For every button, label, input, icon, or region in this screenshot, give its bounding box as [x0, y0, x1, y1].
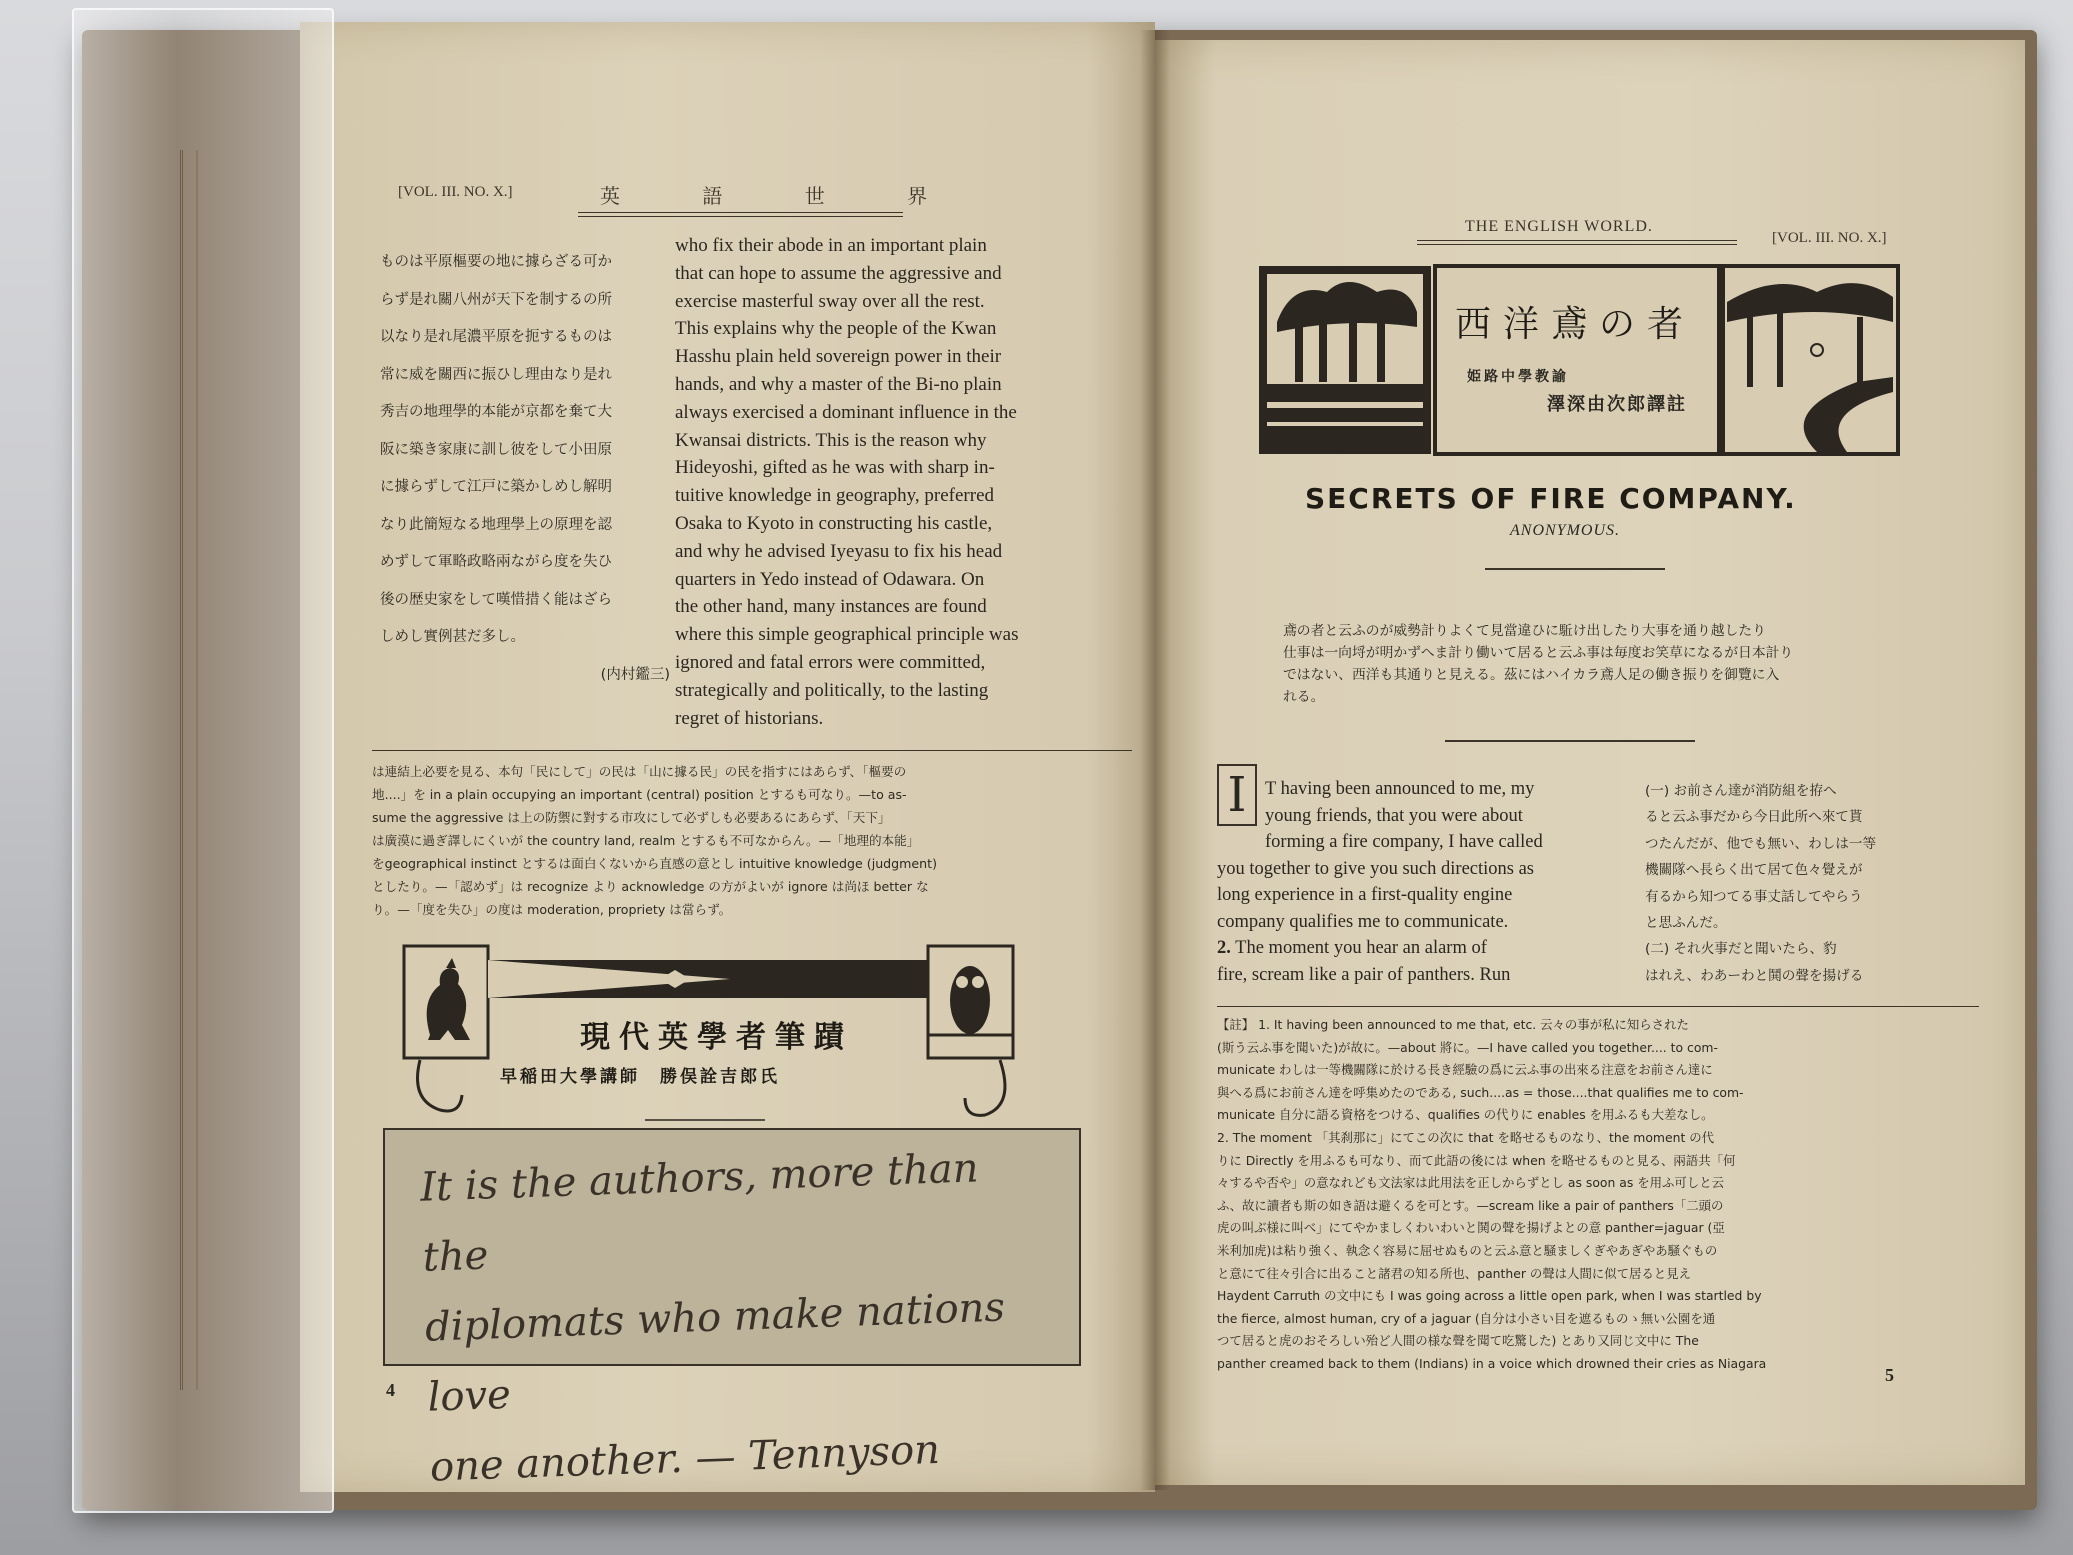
jp-body-line: 有るから知つてる事丈話してやらう: [1645, 888, 1863, 905]
note-line: panther creamed back to them (Indians) in a voice which drowned their cries as Niagara: [1217, 1355, 1767, 1371]
note-line: としたり。—「認めず」は recognize より acknowledge の方がよいが ignore は尚ほ better な: [372, 879, 929, 894]
jp-body-line: (二) それ火事だと聞いたら、豹: [1645, 941, 1837, 958]
left-notes: [372, 760, 1137, 921]
jp-line: めずして軍略政略兩ながら度を失ひ: [380, 554, 612, 570]
en-line: tuitive knowledge in geography, preferred: [675, 485, 995, 507]
en-line: the other hand, many instances are found: [675, 596, 987, 618]
left-notes-rule: [372, 750, 1132, 751]
note-line: をgeographical instinct とするは面白くないから直感の意とし intuitive knowledge (judgment): [372, 856, 938, 871]
jp-line: 常に威を關西に振ひし理由なり是れ: [380, 366, 612, 383]
right-notes: [1217, 1014, 1982, 1376]
handwritten-quote: [379, 1118, 1086, 1516]
left-en-column: [675, 232, 1130, 732]
note-line: municate わしは一等機關隊に於ける長き經驗の爲に云ふ事の出來る注意をお前さん達に: [1217, 1062, 1713, 1078]
note-line: Haydent Carruth の文中にも I was going across a little open park, when I was startled by: [1217, 1288, 1762, 1304]
note-line: 虎の叫ぶ様に叫べ」にてやかましくわいわいと鬨の聲を揚げよとの意 panther=jaguar (亞: [1217, 1220, 1725, 1236]
jp-body-line: つたんだが、他でも無い、わしは一等: [1645, 835, 1877, 852]
right-header-rule: [1417, 240, 1737, 245]
intro-line: 仕事は一向埒が明かずへま計り働いて居ると云ふ事は毎度お笑草になるが日本計り: [1283, 645, 1794, 661]
en-line: and why he advised Iyeyasu to fix his head: [675, 540, 1003, 562]
en-line: Hideyoshi, gifted as he was with sharp in-: [675, 457, 995, 479]
en-line: Osaka to Kyoto in constructing his castle,: [675, 512, 993, 534]
jp-line: に據らずして江戸に築かしめし解明: [380, 479, 612, 495]
en-line: exercise masterful sway over all the rest.: [675, 290, 985, 312]
en-line: regret of historians.: [675, 707, 824, 729]
en-line: quarters in Yedo instead of Odawara. On: [675, 568, 985, 590]
left-running-title: 英 語 世 界: [600, 184, 966, 208]
en-line: who fix their abode in an important plain: [675, 235, 987, 256]
right-running-title: THE ENGLISH WORLD.: [1465, 218, 1653, 235]
note-line: the fierce, almost human, cry of a jaguar (自分は小さい目を遮るものゝ無い公園を通: [1217, 1310, 1716, 1326]
en-line: always exercised a dominant influence in the: [675, 401, 1017, 423]
story-byline: ANONYMOUS.: [1510, 522, 1621, 539]
story-intro: [1283, 620, 1923, 708]
en-line: hands, and why a master of the Bi-no plain: [675, 373, 1002, 395]
left-jp-column: [380, 244, 690, 694]
body-line: T having been announced to me, my: [1265, 779, 1535, 799]
body-line: The moment you hear an alarm of: [1235, 938, 1487, 958]
jp-body-line: と思ふんだ。: [1645, 915, 1727, 932]
title-divider: [1485, 568, 1665, 570]
en-line: ignored and fatal errors were committed,: [675, 651, 986, 673]
note-line: 々するや否や」の意なれども文法家は此用法を正しからずとし as soon as を用ふ可しと云: [1217, 1175, 1724, 1191]
intro-line: 鳶の者と云ふのが威勢計りよくて見當違ひに駈け出したり大事を通り越したり: [1283, 623, 1766, 639]
translator-role: 姫路中學教諭: [1467, 369, 1569, 385]
body-line: young friends, that you were about: [1265, 805, 1523, 826]
right-page: [1155, 40, 2025, 1485]
jp-line: ものは平原樞要の地に據らざる可か: [380, 254, 612, 270]
translator-name: 澤深由次郎譯註: [1547, 394, 1687, 415]
jp-line: しめし實例甚だ多し。: [380, 629, 525, 645]
jp-line: らず是れ關八州が天下を制するの所: [380, 291, 612, 308]
jp-body-line: 機關隊へ長らく出て居て色々覺えが: [1645, 862, 1863, 879]
left-header-rule: [578, 212, 903, 217]
note-line: と意にて往々引合に出ること諸君の知る所也、panther の聲は人間に似て居ると見え: [1217, 1265, 1691, 1281]
story-title: SECRETS OF FIRE COMPANY.: [1305, 482, 1797, 515]
body-line: forming a fire company, I have called: [1265, 832, 1543, 852]
note-line: は廣漠に過ぎ譯しにくいが the country land, realm とするも不可なからん。—「地理的本能」: [372, 833, 920, 848]
jp-body-line: はれえ、わあーわと鬨の聲を揚げる: [1645, 967, 1864, 984]
note-line: sume the aggressive は上の防禦に對する市攻にして必ずしも必要あるにあらず、「天下」: [372, 810, 891, 825]
body-line: you together to give you such directions as: [1217, 858, 1535, 879]
body-line: long experience in a first-quality engine: [1217, 885, 1513, 905]
note-line: 地....」を in a plain occupying an important (central) position とするも可なり。—to as-: [372, 787, 907, 802]
note-line: は連結上必要を見る、本句「民にして」の民は「山に據る民」の民を指すにはあらず、「樞要の: [372, 764, 907, 779]
body-line: company qualifies me to communicate.: [1217, 911, 1509, 932]
story-en-body: [1217, 776, 1629, 988]
body-line: fire, scream like a pair of panthers. Run: [1217, 964, 1511, 985]
en-line: Kwansai districts. This is the reason why: [675, 429, 987, 451]
note-line: ふ、故に讀者も斯の如き語は避くるを可とす。—scream like a pair of panthers「二頭の: [1217, 1197, 1724, 1213]
en-line: Hasshu plain held sovereign power in their: [675, 346, 1002, 368]
en-line: where this simple geographical principle was: [675, 624, 1019, 646]
handwriting-sample: [383, 1128, 1081, 1491]
jp-body-line: (一) お前さん達が消防組を拵へ: [1645, 783, 1837, 799]
jp-body-line: ると云ふ事だから今日此所へ來て貰: [1645, 809, 1863, 826]
note-line: municate 自分に語る資格をつける、qualifies の代りに enables を用ふるも大差なし。: [1217, 1107, 1714, 1123]
story-jp-title: 西洋鳶の者: [1455, 304, 1696, 345]
page-edge-border: [180, 150, 198, 1390]
en-line: This explains why the people of the Kwan: [675, 318, 997, 340]
note-line: (斯う云ふ事を聞いた)が故に。—about 將に。—I have called you together.... to com-: [1217, 1039, 1718, 1055]
intro-line: ではない、西洋も其通りと見える。茲にはハイカラ鳶人足の働き振りを御覽に入: [1283, 667, 1780, 683]
left-volume-label: [VOL. III. NO. X.]: [398, 184, 513, 200]
story-title-banner: [1257, 262, 1902, 462]
note-line: 與へる爲にお前さん達を呼集めたのである, such....as = those....that qualifies me to com-: [1217, 1084, 1744, 1100]
note-line: りに Directly を用ふるも可なり、而て此語の後には when を略せるものと見る、兩語共「何: [1217, 1152, 1736, 1168]
note-line: 2. The moment 「其刹那に」にてこの次に that を略せるものなり、the moment の代: [1217, 1129, 1715, 1145]
notes-rule: [1217, 1006, 1979, 1007]
para-number: 2.: [1217, 938, 1231, 958]
left-page-number: 4: [386, 1380, 395, 1400]
handwriting-line: It is the authors, more than the: [419, 1145, 980, 1281]
jp-line: 秀吉の地理學的本能が京都を棄て大: [380, 404, 612, 420]
story-jp-body: [1645, 778, 1975, 989]
banner-title: 現代英學者筆蹟: [580, 1020, 853, 1055]
en-line: strategically and politically, to the lasting: [675, 679, 989, 701]
banner-landscape-illustration: [1257, 262, 1902, 462]
jp-signature: (内村鑑三): [600, 666, 670, 683]
intro-divider: [1445, 740, 1695, 742]
note-line: 米利加虎)は粘り強く、執念く容易に屈せぬものと云ふ意と騒ましくぎやあぎやあ騒ぐもの: [1217, 1242, 1718, 1258]
jp-line: 阪に築き家康に訓し彼をして小田原: [380, 441, 612, 458]
right-page-number: 5: [1885, 1365, 1894, 1385]
banner-subtitle: 早稲田大學講師 勝俣詮吉郎氏: [500, 1067, 780, 1087]
handwriting-line: diplomats who make nations love: [424, 1284, 1006, 1421]
book-gutter: [1140, 30, 1170, 1490]
glass-page-weight: [72, 8, 334, 1513]
en-line: that can hope to assume the aggressive and: [675, 262, 1002, 284]
note-line: つて居ると虎のおそろしい殆ど人間の様な聲を聞て吃驚した) とあり又同じ文中に The: [1217, 1333, 1699, 1349]
note-line: り。—「度を失ひ」の度は moderation, propriety は當らず。: [372, 902, 732, 917]
jp-line: なり此簡短なる地理學上の原理を認: [380, 516, 612, 533]
drop-cap: I: [1217, 764, 1257, 826]
intro-line: れる。: [1283, 689, 1325, 705]
right-volume-label: [VOL. III. NO. X.]: [1772, 230, 1887, 246]
handwriting-line: one another. — Tennyson: [429, 1426, 941, 1491]
jp-line: 以なり是れ尾濃平原を扼するものは: [380, 329, 612, 345]
note-line: 【註】 1. It having been announced to me that, etc. 云々の事が私に知らされた: [1217, 1017, 1689, 1032]
jp-line: 後の歴史家をして嘆惜措く能はざら: [380, 591, 612, 608]
